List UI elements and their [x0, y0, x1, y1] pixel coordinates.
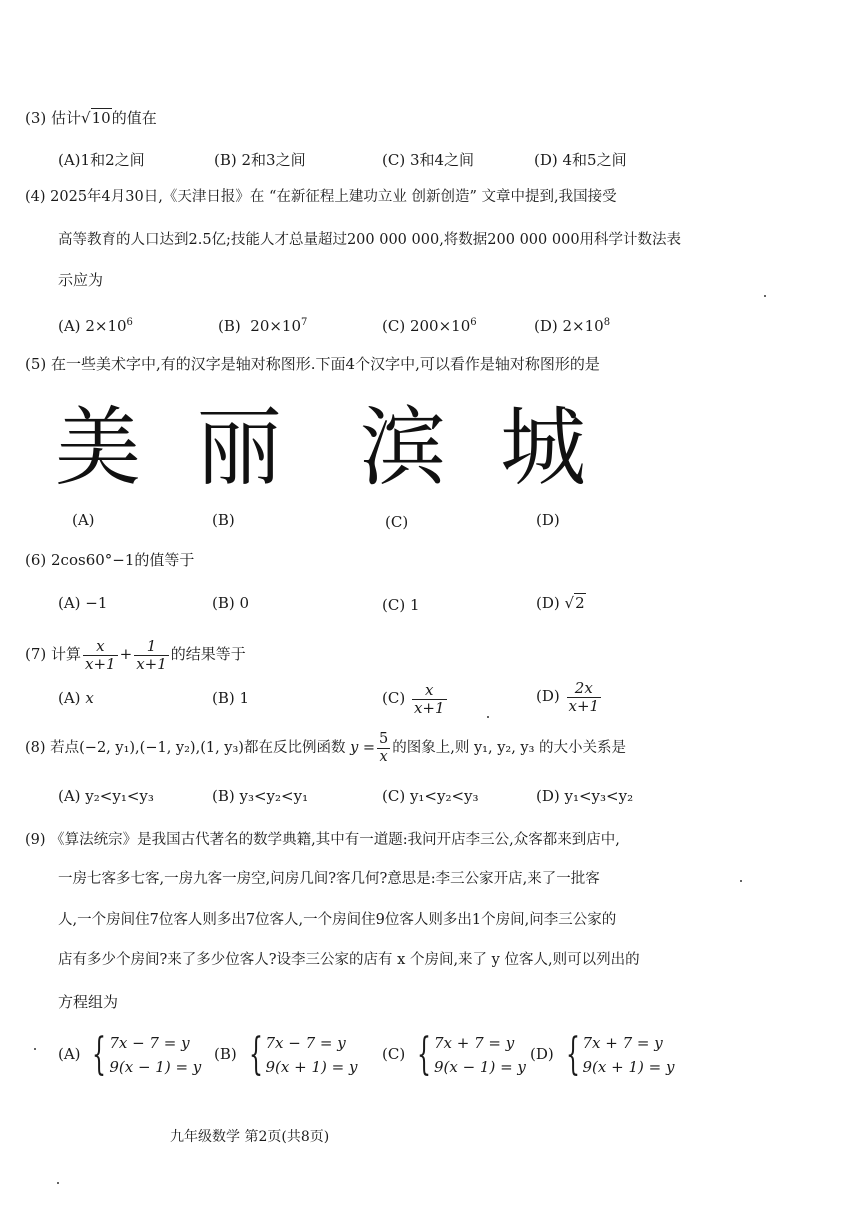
- left-brace-icon: {: [416, 1029, 431, 1080]
- q8-func-den: x: [379, 748, 388, 765]
- q7-option-d: [536, 676, 603, 716]
- q9-c-eq1: 7x + 7 = y: [433, 1034, 515, 1052]
- q4-option-d: [534, 313, 610, 336]
- left-brace-icon: {: [92, 1029, 107, 1080]
- q9-c-label: (C): [382, 1045, 406, 1063]
- q7-c-num: x: [412, 682, 447, 700]
- q9-d-system: [583, 1031, 675, 1079]
- q4-option-b: [218, 313, 307, 336]
- sqrt-2: √2: [564, 594, 585, 612]
- q6-option-a: (A) −1: [58, 594, 108, 612]
- q4-option-c: [382, 313, 477, 336]
- q9-c-system: [434, 1031, 526, 1079]
- q7-option-c: [382, 678, 449, 718]
- q9-b-eq2: 9(x + 1) = y: [265, 1058, 358, 1076]
- q7-suffix: 的结果等于: [170, 645, 246, 663]
- q7-fraction-2: [134, 638, 169, 673]
- q9-c-eq2: 9(x − 1) = y: [433, 1058, 526, 1076]
- q5-label-a: (A): [72, 511, 95, 529]
- page-footer: 九年级数学 第2页(共8页): [170, 1129, 330, 1145]
- question-9-line1: (9) 《算法统宗》是我国古代著名的数学典籍,其中有一道题:我问开店李三公,众客都来到店中,: [25, 832, 620, 848]
- q7-option-a: [58, 688, 94, 708]
- question-8-stem: [25, 728, 626, 768]
- q7-c-fraction: [412, 682, 447, 717]
- q6-option-b: (B) 0: [212, 594, 250, 612]
- q3-option-c: (C) 3和4之间: [382, 151, 475, 169]
- q8-prefix: (8) 若点(−2, y₁),(−1, y₂),(1, y₃)都在反比例函数: [25, 740, 346, 756]
- q3-radicand: 10: [91, 109, 111, 127]
- q7-fraction-1: [83, 638, 118, 673]
- q8-option-c: (C) y₁<y₂<y₃: [382, 787, 479, 805]
- q8-suffix: 的图象上,则 y₁, y₂, y₃ 的大小关系是: [392, 740, 627, 756]
- question-9-line3: 人,一个房间住7位客人则多出7位客人,一个房间住9位客人则多出1个房间,问李三公家的: [58, 912, 617, 928]
- q4-b-label: (B): [218, 317, 241, 335]
- q7-d-num: 2x: [567, 680, 602, 698]
- q6-d-label: (D): [536, 594, 560, 612]
- q3-option-a: (A)1和2之间: [58, 151, 145, 169]
- q4-option-a: [58, 313, 133, 336]
- q4-c-base: 200×10: [409, 317, 471, 335]
- q8-option-a: (A) y₂<y₁<y₃: [58, 787, 154, 805]
- q7-f1-den: x+1: [85, 654, 116, 673]
- q7-prefix: (7) 计算: [25, 645, 82, 663]
- character-mei: 美: [55, 398, 141, 498]
- q8-func-num: 5: [379, 730, 389, 747]
- q7-b-label: (B): [212, 689, 235, 707]
- q6-option-c: (C) 1: [382, 596, 420, 614]
- q8-option-b: (B) y₃<y₂<y₁: [212, 787, 309, 805]
- q9-d-label: (D): [530, 1045, 554, 1063]
- character-cheng: 城: [500, 398, 586, 498]
- q9-b-label: (B): [214, 1045, 237, 1063]
- q9-a-system: [109, 1031, 201, 1079]
- q4-b-base: 20×10: [250, 317, 302, 335]
- q9-b-system: [266, 1031, 358, 1079]
- q7-f2-num: 1: [134, 638, 169, 656]
- q9-option-c: [382, 1030, 526, 1079]
- q4-a-label: (A): [58, 317, 81, 335]
- q7-f2-den: x+1: [136, 654, 167, 673]
- q7-d-den: x+1: [568, 696, 600, 715]
- q9-a-label: (A): [58, 1045, 81, 1063]
- scan-speck: [740, 880, 742, 882]
- scan-speck: [487, 716, 489, 718]
- q7-a-value: x: [85, 689, 94, 707]
- q3-suffix: 的值在: [111, 109, 157, 127]
- q9-option-b: [214, 1030, 357, 1079]
- q4-c-label: (C): [382, 317, 406, 335]
- left-brace-icon: {: [565, 1029, 580, 1080]
- question-4-line3: 示应为: [58, 271, 104, 289]
- q5-label-b: (B): [212, 511, 235, 529]
- q7-plus: +: [119, 645, 133, 663]
- q9-a-eq2: 9(x − 1) = y: [109, 1058, 202, 1076]
- q3-option-d: (D) 4和5之间: [534, 151, 627, 169]
- q7-c-label: (C): [382, 689, 406, 707]
- character-bin: 滨: [360, 398, 446, 498]
- q6-d-radicand: 2: [575, 594, 585, 612]
- q9-d-eq1: 7x + 7 = y: [582, 1034, 663, 1052]
- q9-b-eq1: 7x − 7 = y: [265, 1034, 346, 1052]
- q4-b-exp: 7: [301, 317, 308, 328]
- q9-a-eq1: 7x − 7 = y: [109, 1034, 190, 1052]
- question-7-stem: [25, 634, 246, 674]
- q4-d-label: (D): [534, 317, 558, 335]
- q7-b-value: 1: [239, 689, 250, 707]
- scan-speck: [764, 295, 766, 297]
- question-9-line5: 方程组为: [58, 993, 119, 1011]
- q9-option-a: [58, 1030, 201, 1079]
- scan-speck: [34, 1048, 36, 1050]
- q8-func-fraction: [377, 731, 390, 766]
- left-brace-icon: {: [248, 1029, 263, 1080]
- question-9-line4: 店有多少个房间?来了多少位客人?设李三公家的店有 x 个房间,来了 y 位客人,则可以列出的: [58, 952, 640, 968]
- question-5-stem: (5) 在一些美术字中,有的汉字是轴对称图形.下面4个汉字中,可以看作是轴对称图形的是: [25, 355, 600, 373]
- q4-a-base: 2×10: [85, 317, 127, 335]
- q3-option-b: (B) 2和3之间: [214, 151, 306, 169]
- q5-label-d: (D): [536, 511, 560, 529]
- q7-f1-num: x: [83, 638, 118, 656]
- character-li: 丽: [196, 398, 282, 498]
- q7-d-label: (D): [536, 687, 560, 705]
- q8-func-lhs: y =: [350, 740, 376, 756]
- question-9-line2: 一房七客多七客,一房九客一房空,问房几间?客几何?意思是:李三公家开店,来了一批客: [58, 871, 600, 887]
- q9-option-d: [530, 1030, 674, 1079]
- q7-c-den: x+1: [413, 698, 445, 717]
- q7-d-fraction: [567, 680, 602, 715]
- q7-a-label: (A): [58, 689, 81, 707]
- q3-prefix: (3) 估计: [25, 109, 82, 127]
- q4-a-exp: 6: [126, 317, 133, 328]
- q4-c-exp: 6: [470, 317, 477, 328]
- q6-option-d: [536, 593, 586, 613]
- q4-d-base: 2×10: [562, 317, 604, 335]
- q8-option-d: (D) y₁<y₃<y₂: [536, 787, 634, 805]
- q9-d-eq2: 9(x + 1) = y: [582, 1058, 675, 1076]
- question-6-stem: (6) 2cos60°−1的值等于: [25, 551, 195, 569]
- question-4-line1: (4) 2025年4月30日,《天津日报》在 “在新征程上建功立业 创新创造” 文章中提到,我国接受: [25, 189, 617, 205]
- scan-speck: [57, 1182, 59, 1184]
- q7-option-b: [212, 688, 249, 708]
- q4-d-exp: 8: [603, 317, 611, 328]
- question-3-stem: [25, 108, 157, 128]
- sqrt-10: √10: [81, 109, 111, 127]
- question-4-line2: 高等教育的人口达到2.5亿;技能人才总量超过200 000 000,将数据200 000 000用科学计数法表: [58, 232, 682, 248]
- q5-label-c: (C): [385, 513, 409, 531]
